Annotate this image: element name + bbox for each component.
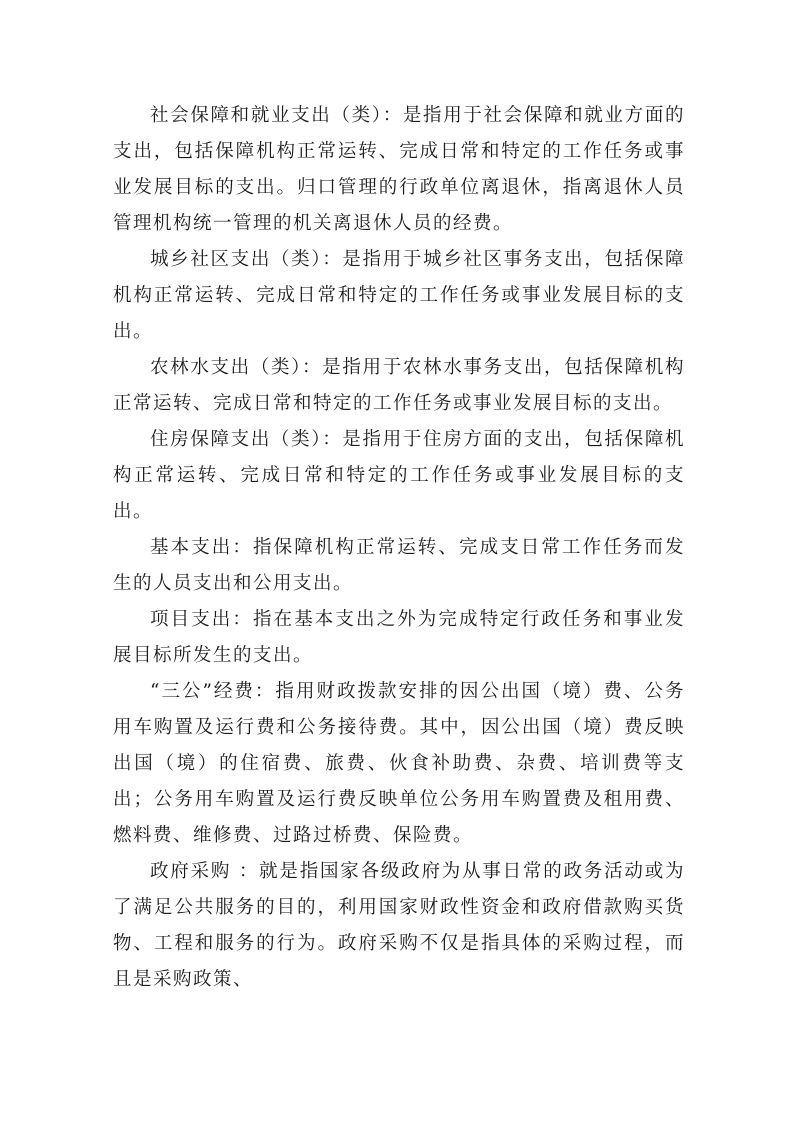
paragraph-urban-rural-community-expenditure: 城乡社区支出（类）：是指用于城乡社区事务支出，包括保障机构正常运转、完成日常和特定的工作任务或事业发展目标的支出。	[113, 249, 685, 342]
paragraph-basic-expenditure: 基本支出：指保障机构正常运转、完成支日常工作任务而发生的人员支出和公用支出。	[113, 537, 685, 594]
document-body	[113, 98, 685, 998]
paragraph-social-security-expenditure: 社会保障和就业支出（类）：是指用于社会保障和就业方面的支出，包括保障机构正常运转、完成日常和特定的工作任务或事业发展目标的支出。归口管理的行政单位离退休，指离退休人员管理机构统一管理的机关离退休人员的经费。	[113, 105, 685, 234]
paragraph-agriculture-forestry-water-expenditure: 农林水支出（类）：是指用于农林水事务支出，包括保障机构正常运转、完成日常和特定的工作任务或事业发展目标的支出。	[113, 357, 685, 414]
paragraph-housing-security-expenditure: 住房保障支出（类）：是指用于住房方面的支出，包括保障机构正常运转、完成日常和特定的工作任务或事业发展目标的支出。	[113, 429, 685, 522]
paragraph-government-procurement: 政府采购 ：就是指国家各级政府为从事日常的政务活动或为了满足公共服务的目的，利用国家财政性资金和政府借款购买货物、工程和服务的行为。政府采购不仅是指具体的采购过程，而且是采购政策、	[113, 861, 685, 990]
paragraph-project-expenditure: 项目支出：指在基本支出之外为完成特定行政任务和事业发展目标所发生的支出。	[113, 609, 685, 666]
paragraph-three-public-expenses: “三公”经费：指用财政拨款安排的因公出国（境）费、公务用车购置及运行费和公务接待费。其中，因公出国（境）费反映出国（境）的住宿费、旅费、伙食补助费、杂费、培训费等支出；公务用车购置及运行费反映单位公务用车购置费及租用费、燃料费、维修费、过路过桥费、保险费。	[113, 681, 685, 846]
